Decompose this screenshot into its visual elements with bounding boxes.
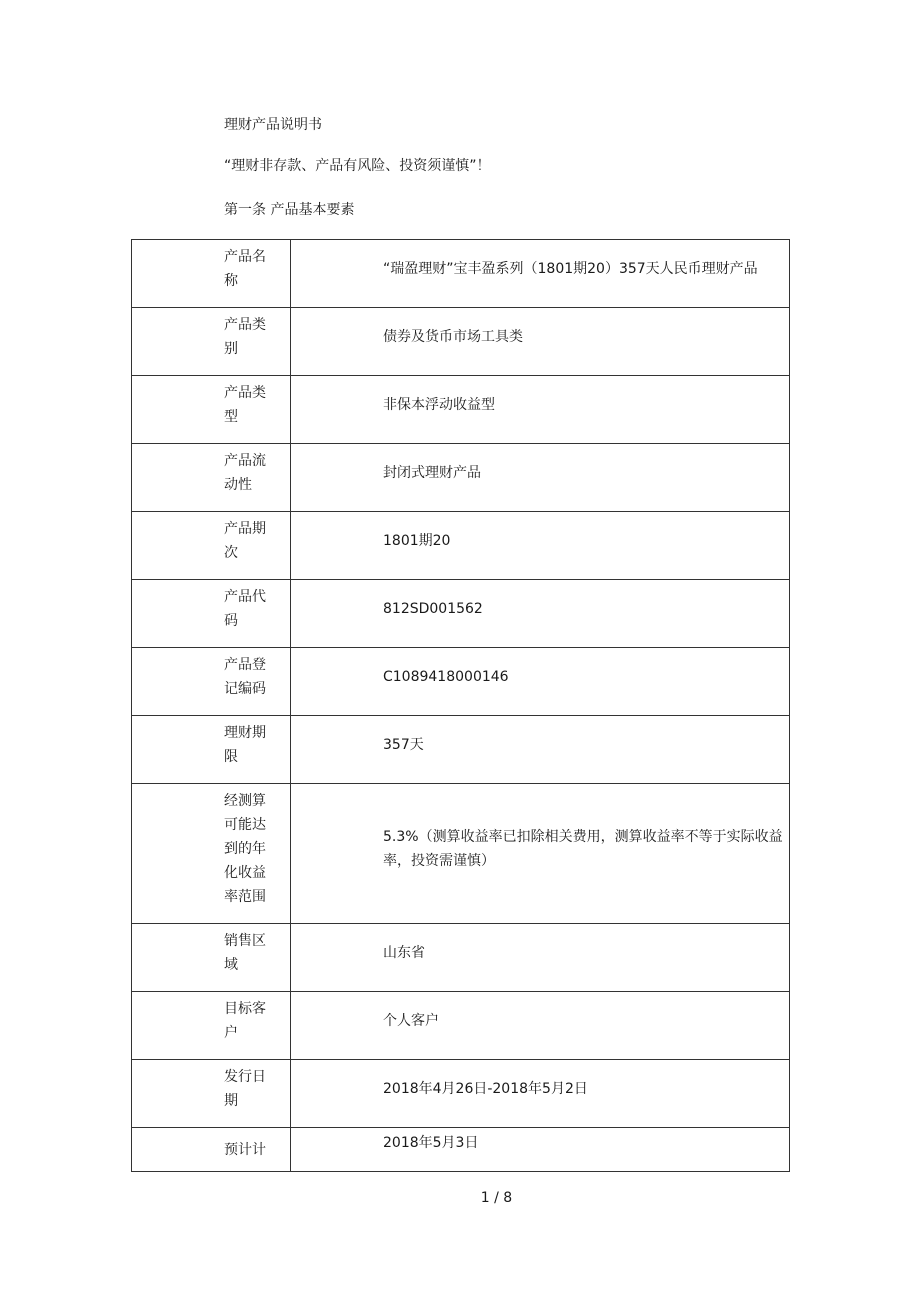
row-value-issue-period: 1801期20 — [383, 533, 451, 549]
row-value-target-client: 个人客户 — [383, 1013, 439, 1029]
row-label-product-code: 产品代码 — [224, 589, 266, 629]
table-row — [132, 512, 790, 580]
table-value-cell — [291, 924, 790, 992]
row-label-issue-date: 发行日期 — [224, 1069, 266, 1109]
table-row — [132, 1128, 790, 1172]
table-value-cell — [291, 1060, 790, 1128]
row-label-term: 理财期限 — [224, 725, 266, 765]
table-label-cell — [132, 1060, 291, 1128]
row-value-product-name: “瑞盈理财”宝丰盈系列（1801期20）357天人民币理财产品 — [383, 261, 758, 277]
table-row — [132, 924, 790, 992]
row-value-liquidity: 封闭式理财产品 — [383, 465, 481, 481]
row-label-product-name: 产品名称 — [224, 249, 266, 289]
table-row — [132, 240, 790, 308]
row-label-product-category: 产品类别 — [224, 317, 266, 357]
table-value-cell — [291, 240, 790, 308]
table-row — [132, 648, 790, 716]
table-value-cell — [291, 444, 790, 512]
row-label-target-client: 目标客户 — [224, 1001, 266, 1041]
table-row — [132, 308, 790, 376]
table-row — [132, 444, 790, 512]
table-value-cell — [291, 308, 790, 376]
table-label-cell — [132, 512, 291, 580]
table-value-cell — [291, 580, 790, 648]
table-label-cell — [132, 376, 291, 444]
row-label-product-type: 产品类型 — [224, 385, 266, 425]
table-value-cell — [291, 648, 790, 716]
row-label-expected-yield: 经测算可能达到的年化收益率范围 — [224, 793, 266, 905]
table-label-cell — [132, 580, 291, 648]
row-value-product-type: 非保本浮动收益型 — [383, 397, 495, 413]
row-value-product-category: 债券及货币市场工具类 — [383, 329, 523, 345]
row-label-liquidity: 产品流动性 — [224, 453, 266, 493]
row-value-term: 357天 — [383, 737, 424, 753]
table-row — [132, 376, 790, 444]
table-label-cell — [132, 1128, 291, 1172]
row-label-sales-region: 销售区域 — [224, 933, 266, 973]
row-value-expected-yield: 5.3%（测算收益率已扣除相关费用，测算收益率不等于实际收益率，投资需谨慎） — [383, 829, 783, 869]
page-number: 1 / 8 — [480, 1190, 513, 1206]
document-title: 理财产品说明书 — [224, 117, 322, 133]
table-value-cell — [291, 784, 790, 924]
table-label-cell — [132, 784, 291, 924]
table-label-cell — [132, 924, 291, 992]
table-label-cell — [132, 716, 291, 784]
table-label-cell — [132, 444, 291, 512]
table-label-cell — [132, 240, 291, 308]
table-row — [132, 716, 790, 784]
table-value-cell — [291, 376, 790, 444]
row-label-expected-start: 预计计 — [224, 1142, 266, 1158]
product-info-table — [131, 239, 790, 1172]
table-label-cell — [132, 992, 291, 1060]
row-label-registration-code: 产品登记编码 — [224, 657, 266, 697]
table-row — [132, 784, 790, 924]
table-value-cell — [291, 1128, 790, 1172]
table-value-cell — [291, 716, 790, 784]
table-value-cell — [291, 512, 790, 580]
risk-warning: “理财非存款、产品有风险、投资须谨慎”！ — [224, 158, 491, 174]
row-value-registration-code: C1089418000146 — [383, 669, 509, 685]
table-value-cell — [291, 992, 790, 1060]
row-value-sales-region: 山东省 — [383, 945, 425, 961]
row-value-expected-start: 2018年5月3日 — [383, 1135, 479, 1151]
row-value-product-code: 812SD001562 — [383, 601, 483, 617]
table-label-cell — [132, 648, 291, 716]
section-heading: 第一条 产品基本要素 — [224, 202, 355, 218]
table-row — [132, 580, 790, 648]
row-label-issue-period: 产品期次 — [224, 521, 266, 561]
table-row — [132, 992, 790, 1060]
row-value-issue-date: 2018年4月26日-2018年5月2日 — [383, 1081, 588, 1097]
table-row — [132, 1060, 790, 1128]
table-label-cell — [132, 308, 291, 376]
